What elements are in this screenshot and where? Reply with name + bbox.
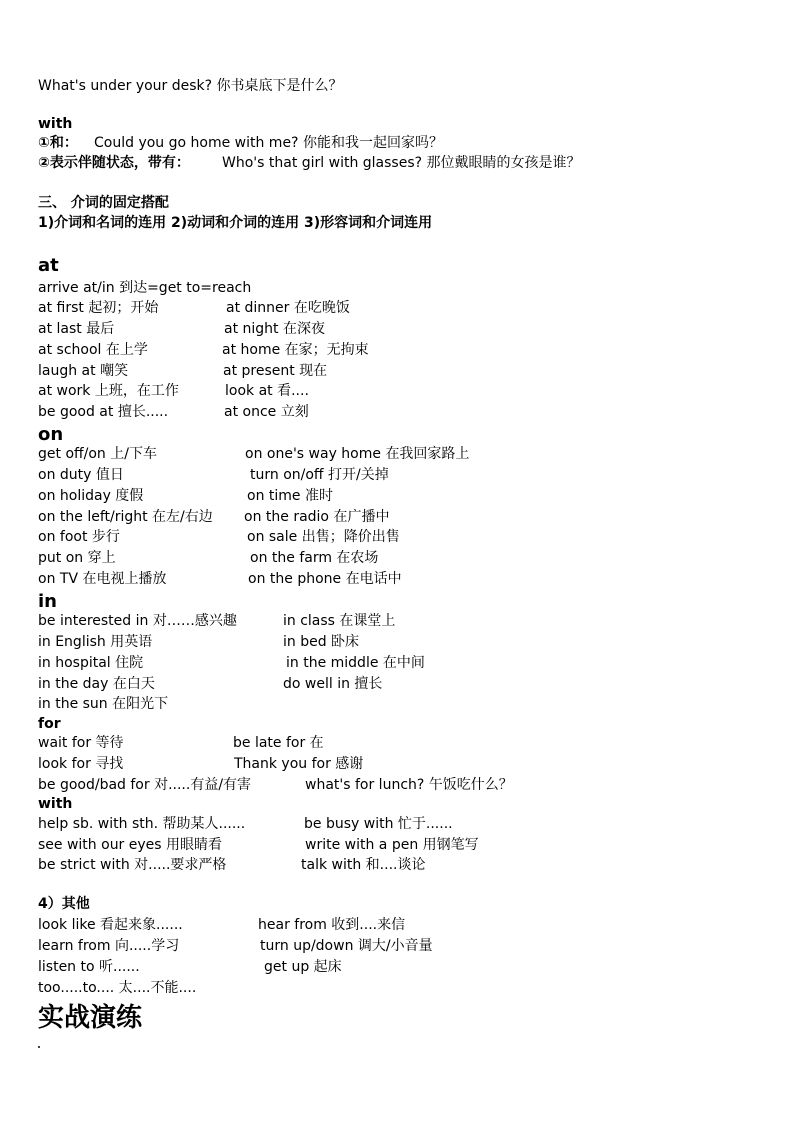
phrase-right: hear from 收到....来信 <box>258 917 406 933</box>
phrase-right: on the farm 在农场 <box>250 550 379 566</box>
with-heading: with <box>38 116 73 132</box>
phrase-right: on one's way home 在我回家路上 <box>245 446 470 462</box>
phrase-right: turn on/off 打开/关掉 <box>250 467 389 483</box>
phrase-right: on time 准时 <box>247 488 333 504</box>
phrase-left: help sb. with sth. 帮助某人...... <box>38 816 246 832</box>
phrase-left: put on 穿上 <box>38 550 116 566</box>
phrase-right: get up 起床 <box>264 959 342 975</box>
phrase-left: in the day 在白天 <box>38 676 155 692</box>
phrase-left: in the sun 在阳光下 <box>38 696 169 712</box>
phrase-right: in the middle 在中间 <box>286 655 425 671</box>
phrase-right: turn up/down 调大/小音量 <box>260 938 433 954</box>
phrase-left: on TV 在电视上播放 <box>38 571 167 587</box>
phrase-left: listen to 听...... <box>38 959 140 975</box>
other-heading: 4）其他 <box>38 896 90 912</box>
phrase-right: at present 现在 <box>223 363 328 379</box>
practice-title: 实战演练 <box>38 1003 143 1033</box>
phrase-right: be busy with 忙于...... <box>304 816 453 832</box>
phrase-left: laugh at 嘲笑 <box>38 363 129 379</box>
phrase-left: be good at 擅长..... <box>38 404 169 420</box>
phrase-right: be late for 在 <box>233 735 324 751</box>
phrase-right: write with a pen 用钢笔写 <box>305 837 479 853</box>
phrase-left: be strict with 对.....要求严格 <box>38 857 227 873</box>
for-heading: for <box>38 716 61 732</box>
with-meaning-1-text: Could you go home with me? 你能和我一起回家吗？ <box>94 135 443 151</box>
phrase-left: in English 用英语 <box>38 634 153 650</box>
with-heading-2: with <box>38 796 73 812</box>
phrase-left: on the left/right 在左/右边 <box>38 509 213 525</box>
phrase-right: look at 看.... <box>225 383 309 399</box>
phrase-left: be interested in 对……感兴趣 <box>38 613 237 629</box>
at-first-line: arrive at/in 到达=get to=reach <box>38 280 252 296</box>
phrase-right: in class 在课堂上 <box>283 613 396 629</box>
phrase-left: look for 寻找 <box>38 756 124 772</box>
phrase-left: see with our eyes 用眼睛看 <box>38 837 223 853</box>
phrase-left: on foot 步行 <box>38 529 120 545</box>
phrase-left: at last 最后 <box>38 321 115 337</box>
phrase-left: on holiday 度假 <box>38 488 144 504</box>
phrase-left: at first 起初；开始 <box>38 300 159 316</box>
intro-question: What's under your desk? 你书桌底下是什么？ <box>38 78 343 94</box>
fixed-subtitle: 1)介词和名词的连用 2)动词和介词的连用 3)形容词和介词连用 <box>38 215 433 231</box>
phrase-left: learn from 向.....学习 <box>38 938 180 954</box>
phrase-right: at night 在深夜 <box>224 321 325 337</box>
phrase-left: look like 看起来象...... <box>38 917 183 933</box>
phrase-right: at dinner 在吃晚饭 <box>226 300 350 316</box>
page-mark <box>38 1046 40 1048</box>
in-heading: in <box>38 591 57 612</box>
phrase-right: Thank you for 感谢 <box>234 756 364 772</box>
phrase-left: too.....to.... 太....不能.... <box>38 980 197 996</box>
phrase-right: in bed 卧床 <box>283 634 360 650</box>
phrase-right: on sale 出售；降价出售 <box>247 529 400 545</box>
phrase-left: on duty 值日 <box>38 467 124 483</box>
with-meaning-2-text: Who's that girl with glasses? 那位戴眼睛的女孩是谁？ <box>222 155 581 171</box>
phrase-right: on the phone 在电话中 <box>248 571 402 587</box>
fixed-title: 三、 介词的固定搭配 <box>38 195 169 211</box>
with-meaning-2-label: ②表示伴随状态，带有： <box>38 155 190 171</box>
phrase-left: be good/bad for 对.....有益/有害 <box>38 777 252 793</box>
phrase-right: on the radio 在广播中 <box>244 509 390 525</box>
phrase-left: wait for 等待 <box>38 735 124 751</box>
phrase-right: talk with 和....谈论 <box>301 857 426 873</box>
phrase-right: at home 在家；无拘束 <box>222 342 369 358</box>
phrase-right: do well in 擅长 <box>283 676 383 692</box>
phrase-right: what's for lunch? 午饭吃什么？ <box>305 777 513 793</box>
phrase-right: at once 立刻 <box>224 404 309 420</box>
with-meaning-1-label: ①和： <box>38 135 78 151</box>
phrase-left: in hospital 住院 <box>38 655 144 671</box>
on-heading: on <box>38 424 64 445</box>
at-heading: at <box>38 255 59 276</box>
phrase-left: get off/on 上/下车 <box>38 446 157 462</box>
phrase-left: at school 在上学 <box>38 342 148 358</box>
phrase-left: at work 上班，在工作 <box>38 383 179 399</box>
